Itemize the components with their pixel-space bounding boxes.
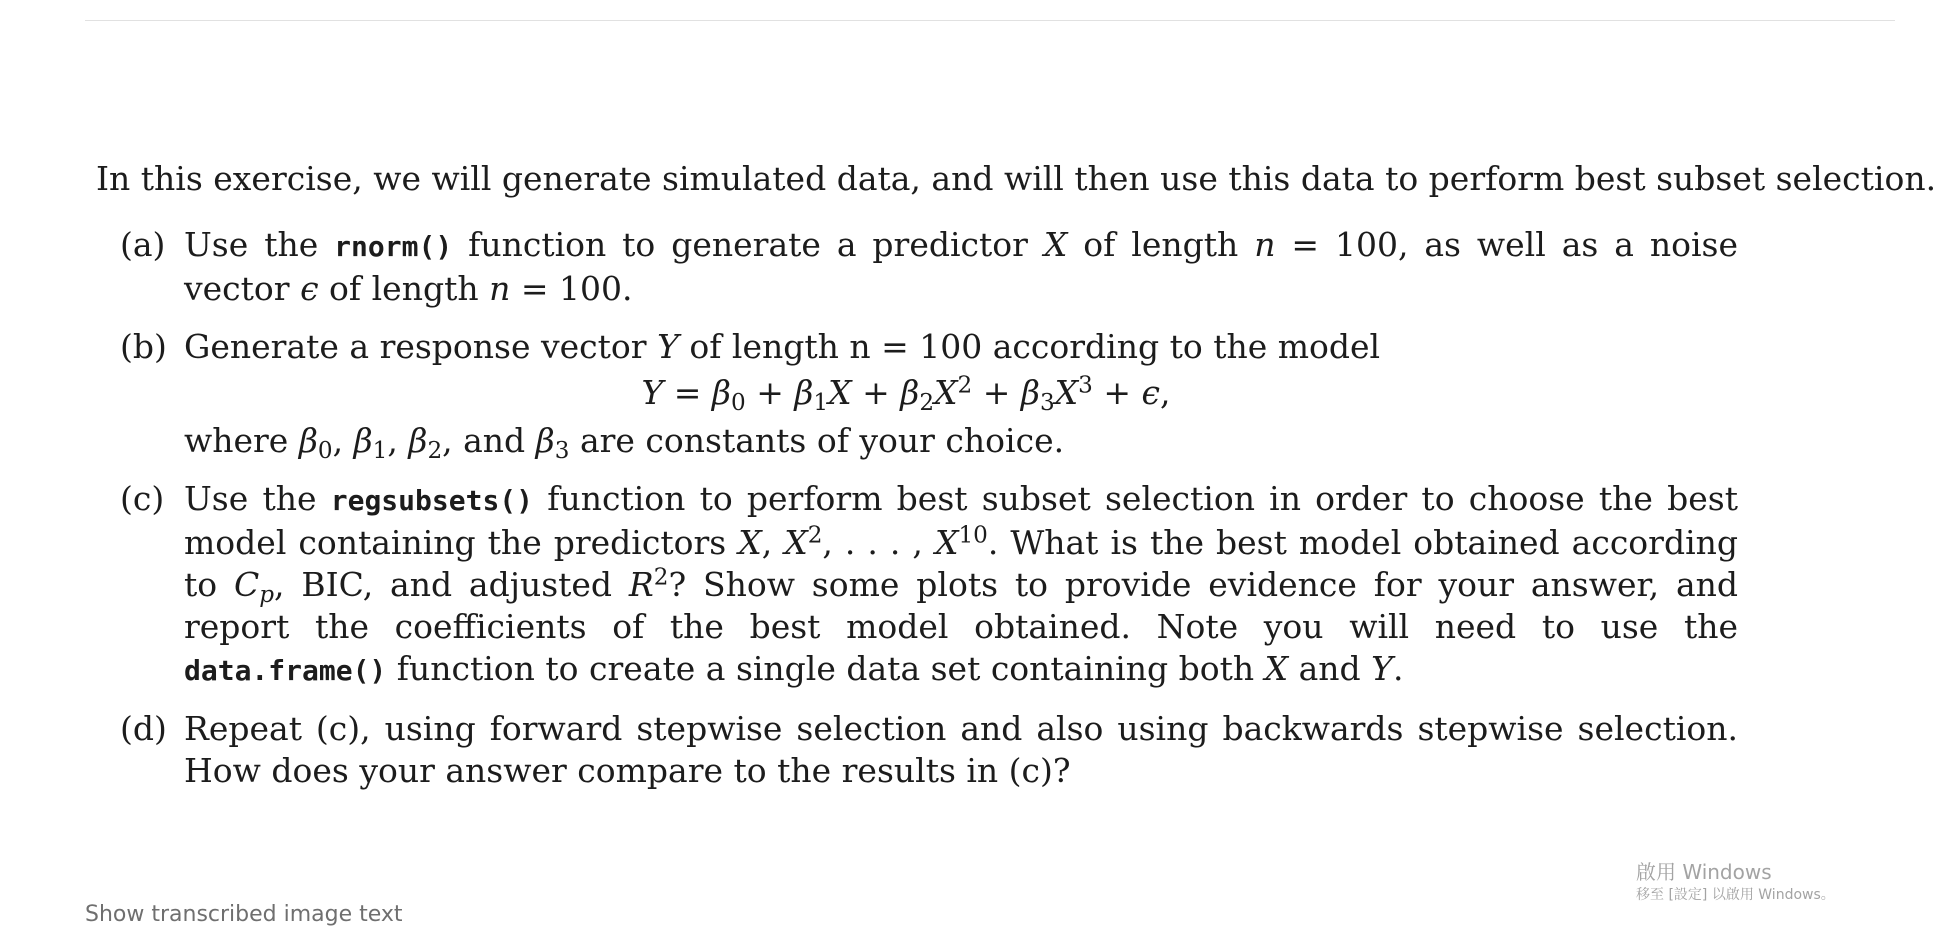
part-d-text: Repeat (c), using forward stepwise selection and also using backwards stepwise selection. How does your answer compare to the results in (c)? (184, 709, 1738, 790)
exercise-intro: In this exercise, we will generate simulated data, and will then use this data to perform best subset selection. (96, 159, 1936, 198)
part-b-where-text: where $\beta_0$, $\beta_1$, $\beta_2$, and $\beta_3$ are constants of your choice. (184, 421, 1065, 464)
show-transcribed-text-link[interactable]: Show transcribed image text (85, 902, 403, 927)
top-divider (85, 20, 1895, 21)
exercise-part-b (96, 326, 1738, 462)
part-label: (b) (120, 327, 167, 366)
code-regsubsets: regsubsets() (330, 484, 534, 517)
exercise-document (96, 158, 1936, 808)
watermark-subtitle: 移至 [設定] 以啟用 Windows。 (1636, 887, 1835, 903)
code-data-frame: data.frame() (184, 654, 387, 687)
part-label: (d) (120, 709, 167, 748)
part-c-text: Use the regsubsets() function to perform best subset selection in order to choose the best model containing the predictors X, $X^2$, . . . , $X^{10}$. What is the best model obtained according to $C_p$, BIC, and adjusted $R^2$? Show some plots to provide evidence for your answer, and report the coefficients of the best model obtained. Note you will need to use the data.frame() function to create a single data set containing both X and Y. (184, 479, 1739, 688)
exercise-part-c (96, 478, 1738, 692)
part-b-text: Generate a response vector Y of length n = 100 according to the model (184, 327, 1381, 366)
model-equation: $Y = \beta_0 + \beta_1X + \beta_2X^2 + \beta_3X^3 + \epsilon$, (641, 372, 1171, 416)
part-a-text: Use the rnorm() function to generate a predictor X of length n = 100, as well as a noise vector ϵ of length n = 100. (184, 225, 1738, 308)
exercise-part-d (96, 708, 1738, 792)
watermark-title: 啟用 Windows (1636, 860, 1772, 884)
exercise-part-a (96, 224, 1738, 310)
part-label: (c) (120, 479, 165, 518)
code-rnorm: rnorm() (334, 230, 453, 263)
part-label: (a) (120, 225, 166, 264)
exercise-parts-list (96, 224, 1746, 792)
windows-activation-watermark (1636, 860, 1835, 904)
